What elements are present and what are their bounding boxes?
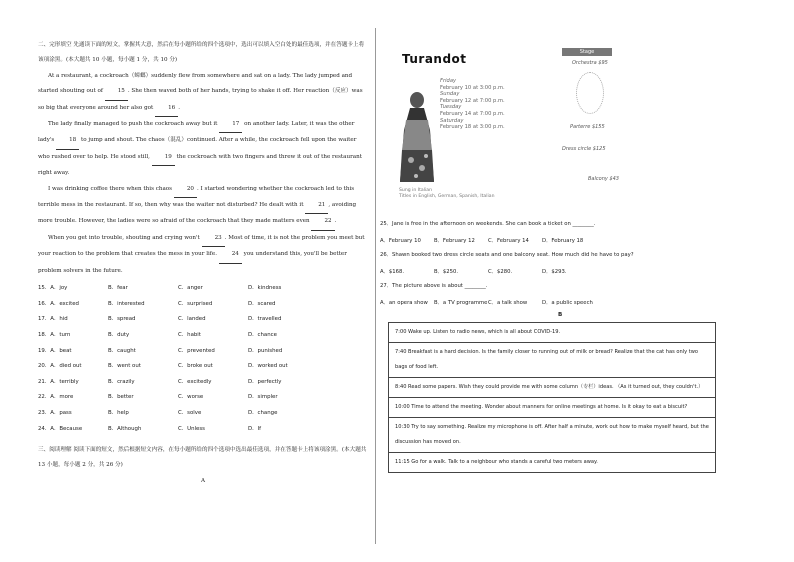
blank-22: 22 (311, 214, 334, 230)
orchestra-price: Orchestra $95 (572, 60, 608, 66)
option-row-18: 18．A．turn B．duty C．habit D．chance (38, 331, 277, 338)
question-26: 26．Shawn booked two dress circle seats and one balcony seat. How much did he have to pay? A．$168. B．$250. C．$280. D．$293. (380, 252, 634, 275)
log-row: 8:40 Read some papers. Wish they could provide me with some column（专栏）ideas. （As it turned out, they couldn't.） (389, 378, 715, 398)
blank-23: 23 (202, 231, 225, 247)
blank-15: 15 (105, 84, 128, 100)
blank-21: 21 (305, 198, 328, 214)
language-info: Sung in Italian Titles in English, German, Spanish, Italian (399, 188, 495, 199)
section2-title: 二、完形填空 先通读下面的短文，掌握其大意，然后在每小题所给的四个选项中，选出可以填入空白处的最佳选项，并在答题卡上将该项涂黑。(本大题共 10 小题，每小题 1 分，共 10 分) (38, 42, 365, 64)
question-25: 25．Jane is free in the afternoon on weekends. She can book a ticket on ________. A．February 10 B．February 12 C．February 14 D．February 18 (380, 221, 596, 244)
option-row-21: 21．A．terribly B．crazily C．excitedly D．perfectly (38, 378, 282, 385)
blank-20: 20 (174, 182, 197, 198)
orchestra-seats (576, 72, 604, 114)
passage-paragraph-1: At a restaurant, a cockroach（蟑螂）suddenly flew from somewhere and sat on a lady. The lady jumped and started shouting out of 15 . She then waved both of her hands, trying to shake it off. Her reaction（反应）was so big that everyone around her also got 16 . (38, 69, 368, 117)
option-row-16: 16．A．excited B．interested C．surprised D．scared (38, 300, 276, 307)
section3 (38, 443, 368, 489)
log-row: 10:00 Time to attend the meeting. Wonder about manners for online meetings at home. Is it okay to eat a biscuit? (389, 398, 715, 418)
costume-figure-icon (396, 90, 438, 186)
stage-label: Stage (562, 48, 612, 56)
log-row: 11:15 Go for a walk. Talk to a neighbour who stands a careful two meters away. (395, 459, 598, 465)
option-row-15: 15．A．joy B．fear C．anger D．kindness (38, 285, 282, 292)
poster-title: Turandot (402, 52, 467, 66)
balcony-price: Balcony $43 (588, 176, 619, 182)
diary-log-table (388, 322, 716, 473)
passage-paragraph-2: The lady finally managed to push the cockroach away but it 17 on another lady. Later, it was the other lady's 18 to jump and shout. The chaos（混乱）continued. After a while, the cockroach fell upon the waiter who rushed over to help. He stood still, 19 the cockroach with two fingers and threw it out of the restaurant right away. (38, 117, 368, 182)
option-row-19: 19．A．beat B．caught C．prevented D．punished (38, 347, 283, 354)
dress-circle-price: Dress circle $125 (562, 146, 606, 152)
blank-17: 17 (219, 117, 242, 133)
option-row-22: 22．A．more B．better C．worse D．simpler (38, 394, 278, 401)
question-27: 27．The picture above is about ________. A．an opera show B．a TV programme C．a talk show D．a public speech (380, 283, 593, 306)
opera-poster (392, 44, 644, 204)
blank-18: 18 (56, 133, 79, 149)
option-row-20: 20．A．died out B．went out C．broke out D．worked out (38, 363, 288, 370)
blank-16: 16 (155, 101, 178, 117)
option-row-24: 24．A．Because B．Although C．Unless D．If (38, 425, 262, 432)
option-row-23: 23．A．pass B．help C．solve D．change (38, 409, 278, 416)
left-column (38, 38, 368, 489)
log-row: 10:30 Try to say something. Realize my microphone is off. After half a minute, work out how to make myself heard, but the discussion has moved on. (389, 418, 715, 453)
option-row-17: 17．A．hid B．spread C．landed D．travelled (38, 316, 282, 323)
blank-24: 24 (219, 247, 242, 263)
passage-paragraph-4: When you get into trouble, shouting and crying won't 23 . Most of time, it is not the problem you meet but your reaction to the problem that creates the mess in your life. 24 you understand this, you'll be better problem solvers in the future. (38, 231, 368, 279)
seating-chart (536, 44, 640, 194)
parterre-price: Parterre $155 (570, 124, 605, 130)
cloze-options (38, 281, 368, 437)
log-row: 7:40 Breakfast is a hard decision. Is the family closer to running out of milk or bread? Realize that the cat has only two bags of food left. (389, 343, 715, 378)
performance-schedule: Friday February 10 at 3:00 p.m. Sunday February 12 at 7:00 p.m. Tuesday February 14 at 7:00 p.m. Saturday February 18 at 3:00 p.m. (440, 78, 505, 131)
log-row: 7:00 Wake up. Listen to radio news, which is all about COVID-19. (389, 323, 715, 343)
part-b-label: B (558, 312, 563, 318)
passage-paragraph-3: I was drinking coffee there when this chaos 20 . I started wondering whether the cockroach led to this terrible mess in the restaurant. If so, then why was the waiter not disturbed? He dealt with it 21 , avoiding more trouble. However, the ladies were so afraid of the cockroach that they made matters even 22 . (38, 182, 368, 231)
column-divider (375, 28, 376, 544)
section3-title: 三、阅读理解 阅读下面的短文，然后根据短文内容，在每小题所给的四个选项中选出最佳选项，并在答题卡上将该项涂黑。(本大题共 13 小题，每小题 2 分，共 26 分) (38, 447, 367, 469)
part-a-label: A (200, 477, 206, 484)
blank-19: 19 (152, 150, 175, 166)
